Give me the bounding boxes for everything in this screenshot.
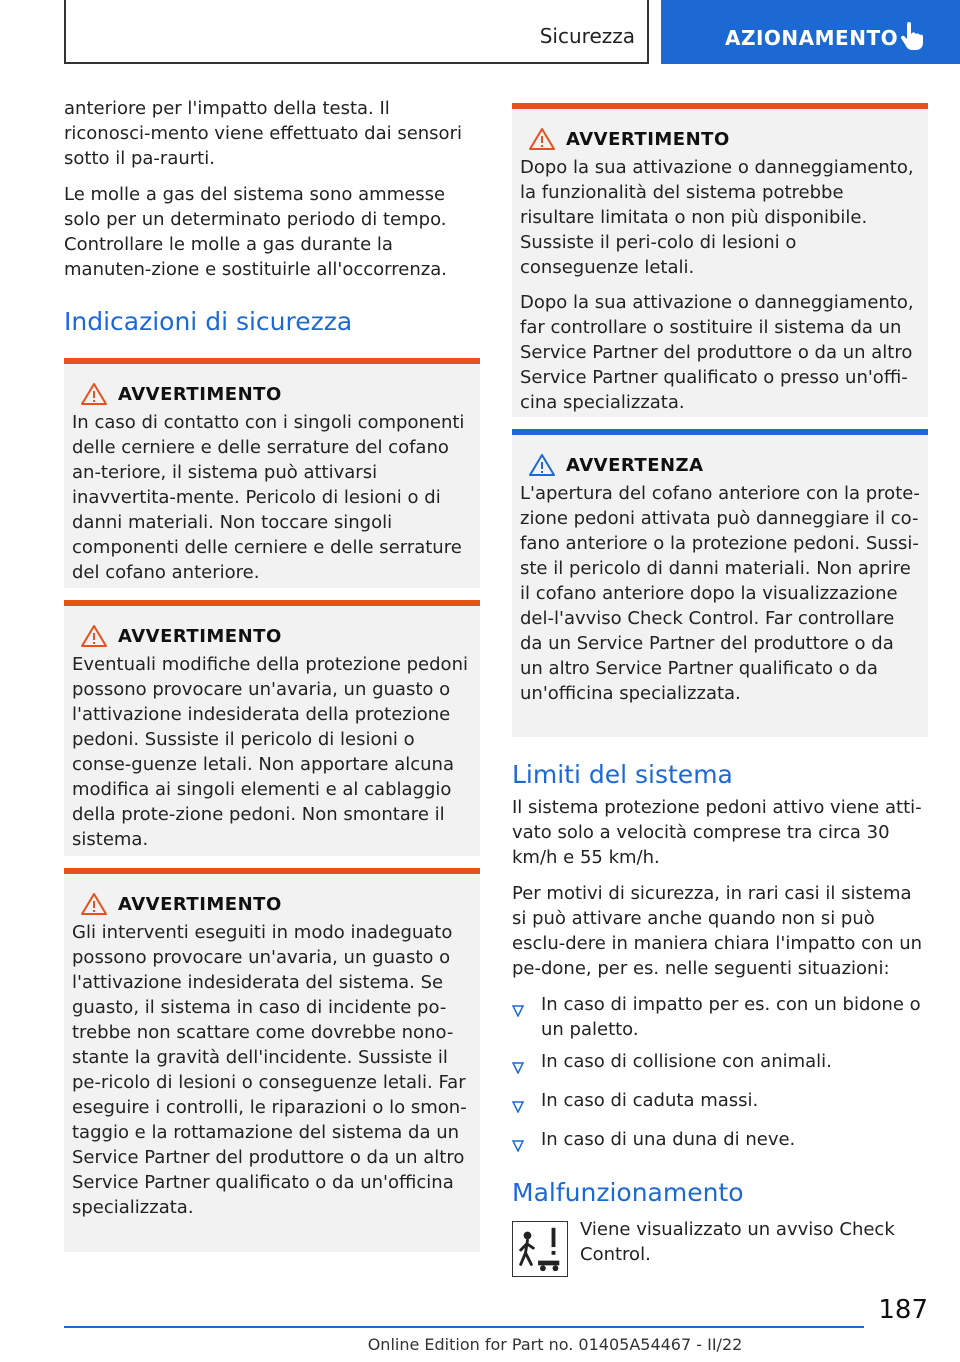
- notice-text: L'apertura del cofano anteriore con la prote-zione pedoni attivata può danneggiare il co-fano anteriore o la protezione pedoni. Sussi-ste il pericolo di danni materiali. Non aprire il cofano anteriore dopo la visualizzazione del-l'avviso Check Control. Far controllare da un Service Partner del produttore o da un altro Service Partner qualificato o da un'officina specializzata.: [520, 483, 920, 704]
- warning-title-row: [80, 892, 472, 916]
- warning-text: In caso di contatto con i singoli componenti delle cerniere e delle serrature del cofano an-teriore, il sistema può attivarsi inavvertita-mente. Pericolo di lesioni o di danni materiali. Non toccare singoli componenti delle cerniere e delle serrature del cofano anteriore.: [72, 412, 465, 583]
- section-title: Sicurezza: [539, 24, 635, 48]
- malfunction-heading: Malfunzionamento: [512, 1178, 744, 1207]
- limits-heading: Limiti del sistema: [512, 760, 733, 789]
- triangle-bullet-icon: [512, 992, 541, 1042]
- warning-triangle-icon: [80, 382, 108, 406]
- intro-paragraph-2: Le molle a gas del sistema sono ammesse solo per un determinato periodo di tempo. Controllare le molle a gas durante la manuten-zione e sostituirle all'occorrenza.: [64, 184, 447, 280]
- limits-paragraph-2: Per motivi di sicurezza, in rari casi il sistema si può attivare anche quando non si può esclu-dere in maniera chiara l'impatto con un pe-done, per es. nelle seguenti situazioni:: [512, 883, 923, 979]
- warning-text: Eventuali modifiche della protezione pedoni possono provocare un'avaria, un guasto o l'attivazione indesiderata della protezione pedoni. Sussiste il pericolo di lesioni o conse-guenze letali. Non apportare alcuna modifica ai singoli elementi e al cablaggio della prote-zione pedoni. Non smontare il sistema.: [72, 654, 468, 850]
- header-section-tab: [64, 0, 649, 64]
- safety-heading: Indicazioni di sicurezza: [64, 307, 353, 336]
- triangle-bullet-icon: [512, 1088, 541, 1120]
- malfunction-row: [512, 1217, 928, 1278]
- malfunction-text: Viene visualizzato un avviso Check Control.: [580, 1219, 895, 1265]
- warning-title-row: [528, 127, 920, 151]
- header-chapter-tab: [661, 0, 960, 64]
- warning-text-1: Dopo la sua attivazione o danneggiamento, la funzionalità del sistema potrebbe risultare limitata o non più disponibile. Sussiste il peri-colo di lesioni o conseguenze letali.: [520, 157, 914, 278]
- warning-title: AVVERTIMENTO: [118, 625, 282, 647]
- warning-title-row: [80, 382, 472, 406]
- list-item: [512, 1127, 928, 1159]
- warning-title: AVVERTIMENTO: [118, 893, 282, 915]
- limits-list: [512, 992, 928, 1159]
- warning-triangle-icon: [528, 127, 556, 151]
- list-item: [512, 1049, 928, 1081]
- list-item-text: In caso di impatto per es. con un bidone o un paletto.: [541, 994, 921, 1040]
- limits-paragraph-1: Il sistema protezione pedoni attivo viene atti-vato solo a velocità comprese tra circa 30 km/h e 55 km/h.: [512, 797, 922, 868]
- warning-box-3: [64, 868, 480, 1252]
- notice-triangle-icon: [528, 453, 556, 477]
- triangle-bullet-icon: [512, 1049, 541, 1081]
- left-column: [64, 96, 480, 1252]
- hand-pointer-icon: [896, 20, 928, 52]
- list-item-text: In caso di una duna di neve.: [541, 1129, 796, 1150]
- intro-paragraph-1: anteriore per l'impatto della testa. Il riconosci-mento viene effettuato dai sensori sotto il pa-raurti.: [64, 98, 462, 169]
- triangle-bullet-icon: [512, 1127, 541, 1159]
- footer-divider: [64, 1326, 864, 1328]
- warning-triangle-icon: [80, 624, 108, 648]
- footer-edition-text: Online Edition for Part no. 01405A54467 - II/22: [367, 1335, 743, 1354]
- list-item-text: In caso di collisione con animali.: [541, 1051, 832, 1072]
- notice-title: AVVERTENZA: [566, 454, 704, 476]
- warning-title: AVVERTIMENTO: [566, 128, 730, 150]
- warning-box-1: [64, 358, 480, 588]
- notice-box: [512, 429, 928, 737]
- warning-title-row: [80, 624, 472, 648]
- warning-box-4: [512, 103, 928, 417]
- list-item: [512, 992, 928, 1042]
- warning-text-2: Dopo la sua attivazione o danneggiamento, far controllare o sostituire il sistema da un Service Partner del produttore o da un altro Service Partner qualificato o presso un'offi-cina specializzata.: [520, 292, 914, 413]
- warning-triangle-icon: [80, 892, 108, 916]
- warning-box-2: [64, 600, 480, 856]
- page-number: 187: [878, 1295, 928, 1325]
- list-item-text: In caso di caduta massi.: [541, 1090, 759, 1111]
- warning-title: AVVERTIMENTO: [118, 383, 282, 405]
- right-column: [512, 103, 928, 1278]
- notice-title-row: [528, 453, 920, 477]
- chapter-title: AZIONAMENTO: [725, 26, 899, 50]
- warning-text: Gli interventi eseguiti in modo inadeguato possono provocare un'avaria, un guasto o l'attivazione indesiderata del sistema. Se guasto, il sistema in caso di incidente po-trebbe non scattare come dovrebbe nono-stante la gravità dell'incidente. Sussiste il pe-ricolo di lesioni o conseguenze letali. Far eseguire i controlli, le riparazioni o lo smon-taggio e la rottamazione del sistema da un Service Partner del produttore o da un altro Service Partner qualificato o da un'officina specializzata.: [72, 922, 467, 1218]
- pedestrian-protection-warning-icon: [512, 1221, 568, 1277]
- list-item: [512, 1088, 928, 1120]
- footer-edition: [0, 1335, 960, 1354]
